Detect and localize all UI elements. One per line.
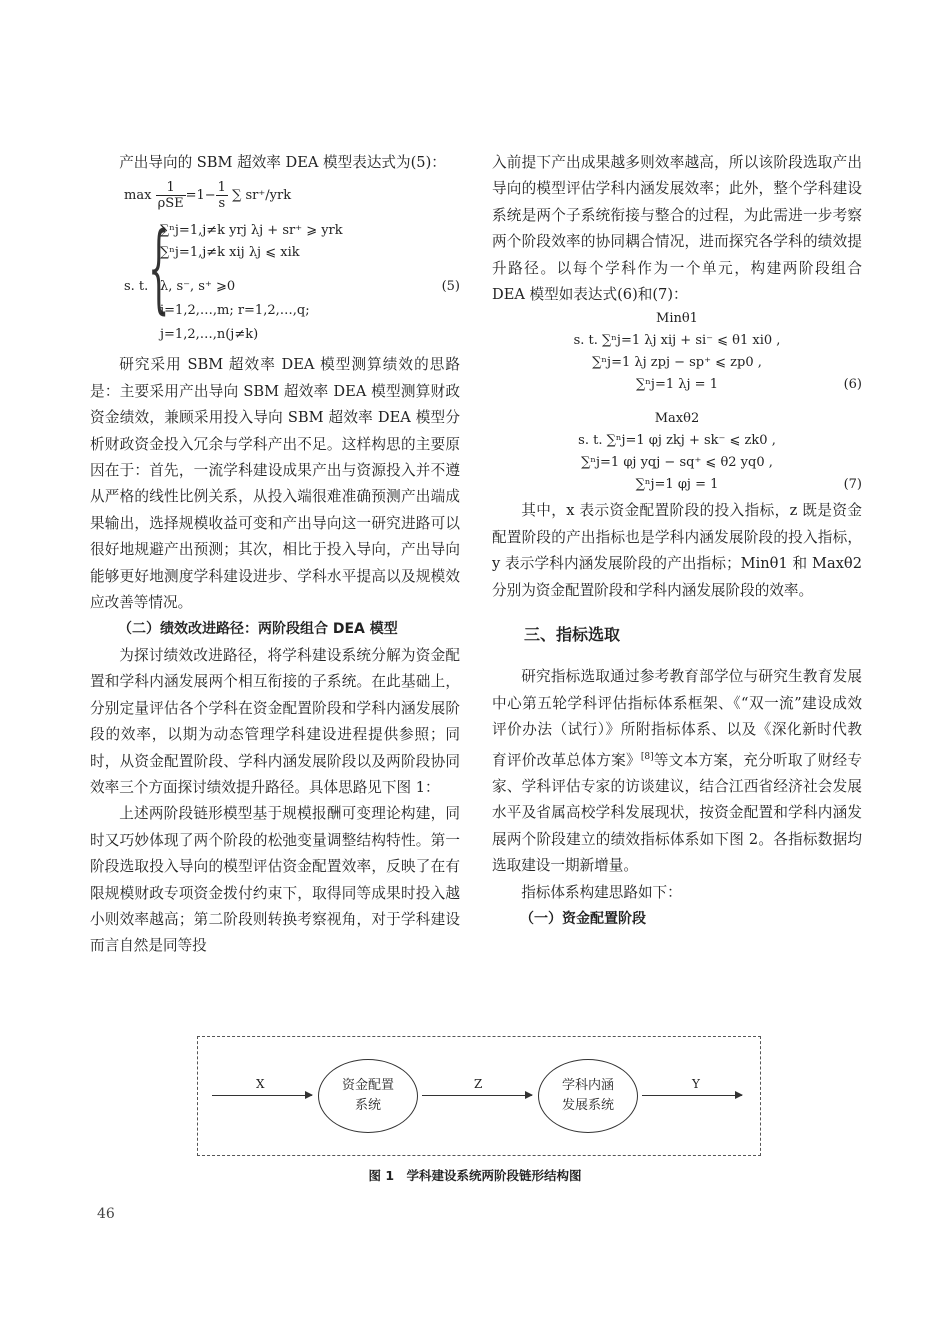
equation-number: (6)	[843, 377, 862, 393]
right-column	[492, 150, 862, 932]
figure-caption: 图 1 学科建设系统两阶段链形结构图	[368, 1168, 582, 1183]
equation-6	[492, 308, 862, 408]
section-heading: 三、指标选取	[524, 625, 621, 645]
page-number: 46	[97, 1206, 115, 1222]
constraint-5: j=1,2,…,n(j≠k)	[160, 327, 259, 343]
constraint-4: i=1,2,…,m; r=1,2,…,q;	[160, 303, 310, 319]
arrow-y	[642, 1095, 742, 1096]
subsection-heading: （二）绩效改进路径：两阶段组合 DEA 模型	[118, 621, 398, 638]
brace: {	[148, 212, 170, 325]
arrow-x	[212, 1095, 312, 1096]
equation-line: ∑ⁿj=1 φj yqj − sq⁺ ⩽ θ2 yq0 ,	[581, 455, 773, 471]
arrow-z	[422, 1095, 532, 1096]
equation-line: ∑ⁿj=1 φj = 1	[635, 477, 719, 493]
constraint-2: ∑ⁿj=1,j≠k xij λj ⩽ xik	[160, 245, 300, 261]
node-fund-allocation: 资金配置 系统	[318, 1059, 418, 1133]
paragraph: 入前提下产出成果越多则效率越高，所以该阶段选取产出导向的模型评估学科内涵发展效率；此外，整个学科建设系统是两个子系统衔接与整合的过程，为此需进一步考察两个阶段效率的协同耦合情况，进而探究各学科的绩效提升路径。以每个学科作为一个单元，构建两阶段组合 DEA 模型如表达式(6)和(7)：	[492, 154, 862, 304]
citation[interactable]: [8]	[640, 751, 654, 762]
equation-5	[90, 176, 460, 352]
equation-line: ∑ⁿj=1 λj zpj − sp⁺ ⩽ zp0 ,	[592, 355, 762, 371]
label-x: X	[256, 1077, 265, 1091]
equation-line: Minθ1	[656, 311, 698, 327]
paragraph: 研究采用 SBM 超效率 DEA 模型测算绩效的思路是：主要采用产出导向 SBM 超效率 DEA 模型测算财政资金绩效，兼顾采用投入导向 SBM 超效率 DEA 模型分析财政资金投入冗余与学科产出不足。这样构思的主要原因在于：首先，一流学科建设成果产出与资源投入并不遵从严格的线性比例关系，从投入端很难准确预测产出端成果输出，选择规模收益可变和产出导向这一研究进路可以很好地规避产出预测；其次，相比于投入导向，产出导向能够更好地测度学科建设进步、学科水平提高以及规模效应改善等情况。	[90, 356, 460, 612]
equation-objective: max $\frac{1}{\text{ρSE}}$ =1− $\frac{1}{s}$ ∑ sr⁺/yrk	[124, 180, 292, 212]
figure-1-diagram	[197, 1036, 761, 1156]
left-column	[90, 150, 460, 960]
constraint-label: s. t.	[124, 279, 149, 295]
node-discipline-development: 学科内涵 发展系统	[538, 1059, 638, 1133]
paragraph: 为探讨绩效改进路径，将学科建设系统分解为资金配置和学科内涵发展两个相互衔接的子系统。在此基础上，分别定量评估各个学科在资金配置阶段和学科内涵发展阶段的效率，以期为动态管理学科建设进程提供参照；同时，从资金配置阶段、学科内涵发展阶段以及两阶段协同效率三个方面探讨绩效提升路径。具体思路见下图 1：	[90, 646, 460, 796]
equation-line: Maxθ2	[654, 411, 700, 427]
equation-line: ∑ⁿj=1 λj = 1	[636, 377, 718, 393]
fraction: $\frac{1}{\text{ρSE}}$	[157, 180, 184, 212]
equation-number: (5)	[441, 279, 460, 295]
paragraph: 研究指标选取通过参考教育部学位与研究生教育发展中心第五轮学科评估指标体系框架、《“双一流”建设成效评价办法（试行）》所附指标体系、以及《深化新时代教育评价改革总体方案》[8]等文本方案，充分听取了财经专家、学科评估专家的访谈建议，结合江西省经济社会发展水平及省属高校学科发展现状，按资金配置和学科内涵发展两个阶段建立的绩效指标体系如下图 2。各指标数据均选取建设一期新增量。	[492, 668, 862, 875]
equation-line: s. t. ∑ⁿj=1 φj zkj + sk⁻ ⩽ zk0 ,	[578, 433, 776, 449]
paragraph: 指标体系构建思路如下：	[521, 883, 682, 901]
paragraph: 产出导向的 SBM 超效率 DEA 模型表达式为(5)：	[119, 154, 446, 171]
constraint-3: λ, s⁻, s⁺ ⩾0	[160, 279, 236, 295]
equation-7	[492, 408, 862, 498]
equation-number: (7)	[843, 477, 862, 493]
subsection-heading: （一）资金配置阶段	[520, 910, 646, 927]
constraint-1: ∑ⁿj=1,j≠k yrj λj + sr⁺ ⩾ yrk	[160, 223, 343, 239]
fraction: $\frac{1}{s}$	[217, 180, 226, 212]
label-z: Z	[474, 1077, 483, 1091]
paragraph: 其中，x 表示资金配置阶段的投入指标，z 既是资金配置阶段的产出指标也是学科内涵发展阶段的投入指标，y 表示学科内涵发展阶段的产出指标；Minθ1 和 Maxθ2 分别为资金配置阶段和学科内涵发展阶段的效率。	[492, 502, 862, 599]
label-y: Y	[692, 1077, 700, 1091]
equation-line: s. t. ∑ⁿj=1 λj xij + si⁻ ⩽ θ1 xi0 ,	[573, 333, 781, 349]
paragraph: 上述两阶段链形模型基于规模报酬可变理论构建，同时又巧妙体现了两个阶段的松弛变量调整结构特性。第一阶段选取投入导向的模型评估资金配置效率，反映了在有限规模财政专项资金拨付约束下，取得同等成果时投入越小则效率越高；第二阶段则转换考察视角，对于学科建设而言自然是同等投	[90, 805, 460, 955]
